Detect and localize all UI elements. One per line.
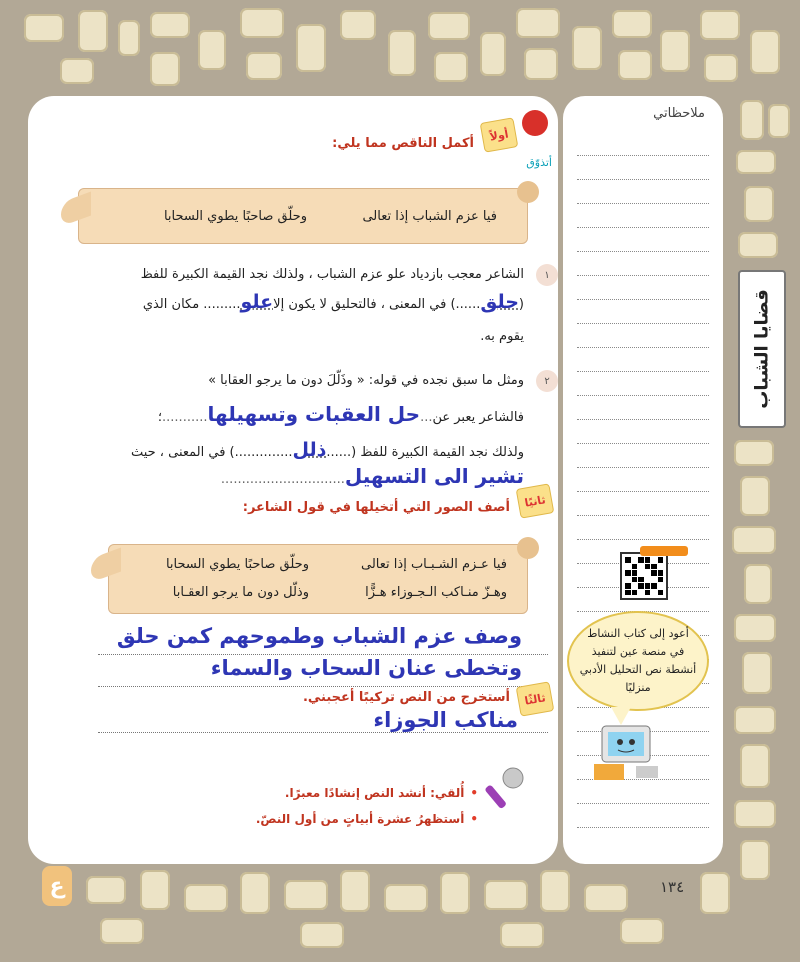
verse-2-l2: وذلّل دون ما يرجو العقـابا [172,585,309,600]
section-instruction-3: أستخرج من النص تركيبًا أعجبني. [302,690,510,705]
item-2-semicolon: ؛ [157,410,163,425]
section-instruction-1: أكمل الناقص مما يلي: [332,136,474,151]
computer-mascot-icon [590,722,662,782]
verse-2-r2: وهـزّ منـاكب الـجـوزاء هـزًّا [365,585,507,600]
section-tag-2: ثانيًا [516,483,555,518]
item-1-line-2 [143,290,524,317]
bullet-2-text: عشرة أبياتٍ من أول النصّ. [255,812,413,826]
answer-word-uluw: علو [240,291,274,313]
item-2-line-1: ومثل ما سبق نجده في قوله: « وذَلّلَ دون ما يرجو العقابا » [208,373,524,388]
bullet-2-label: أستظهرُ [416,812,465,826]
answer-solve-obstacles: حل العقبات وتسهيلها [207,402,421,426]
unit-title: قضايا الشباب [751,289,773,409]
answer-word-haliq: حلق [480,291,519,313]
microphone-icon [483,766,527,810]
item-1-line-1: الشاعر معجب بازدياد علو عزم الشباب ، ولذلك نجد القيمة الكبيرة للفظ [140,267,524,282]
verse-scroll-2 [108,544,528,614]
skill-label: أتذوّق [526,156,552,169]
item-2-pre: فالشاعر يعبر عن [432,410,524,425]
item-2-line-4: تشير الى التسهيل.............................. [220,464,524,488]
verse-1-right: فيا عزم الشباب إذا تعالى [362,209,497,224]
unit-title-strip [738,270,786,428]
publisher-logo: ع [42,866,72,906]
answer-indicates-ease: تشير الى التسهيل [344,464,524,488]
item-number-2: ٢ [536,370,558,392]
bullet-1-text: أنشد النص إنشادًا معبرًا. [284,786,426,800]
item-2-line3-end: ..............) في المعنى ، حيث [130,445,293,460]
item-1-end: ......... مكان الذي [142,297,241,312]
verse-1-left: وحلّق صاحبًا يطوي السحابا [163,209,307,224]
verse-scroll-1 [78,188,528,244]
activity-speech-bubble [567,611,709,711]
notes-title: ملاحظاتي [653,106,705,121]
apple-icon [522,110,548,136]
answer-favorite-phrase: مناكب الجوزاء [373,708,518,732]
item-2-line-2: فالشاعر يعبر عن...حل العقبات وتسهيلها...........؛ [157,402,524,426]
answer-word-dhallala: ذلل [292,439,327,461]
answer-description-line-2: وتخطى عنان السحاب والسماء [210,656,522,680]
item-2-line3-pre: ولذلك نجد القيمة الكبيرة للفظ (...... [326,445,524,460]
section-tag-1: أولاً [480,117,519,152]
section-instruction-2: أصف الصور التي أتخيلها في قول الشاعر: [242,500,510,515]
item-number-1: ١ [536,264,558,286]
page-number: ١٣٤ [660,878,685,896]
item-1-mid: ......) في المعنى ، فالتحليق لا يكون إلا [273,297,481,312]
main-content-panel [28,96,558,864]
item-1-open: ( [518,297,524,312]
answer-description-line-1: وصف عزم الشباب وطموحهم كمن حلق [116,624,522,648]
verse-2-r1: فيا عـزم الشـبـاب إذا تعالى [361,557,507,572]
qr-code-icon[interactable] [620,552,668,600]
bubble-text: أعود إلى كتاب النشاط في منصة عين لتنفيذ أنشطة نص التحليل الأدبي منزليًا [579,627,697,694]
pencil-icon [640,546,688,556]
bullet-1-label: أُلقي: [430,786,465,800]
section-tag-3: ثالثًا [516,681,555,716]
item-1-line-3: يقوم به. [480,329,524,344]
verse-2-l1: وحلّق صاحبًا يطوي السحابا [165,557,309,572]
item-2-line-3 [131,438,524,465]
bullet-1: •أُلقي: أنشد النص إنشادًا معبرًا. [284,786,478,800]
bullet-2: •أستظهرُ عشرة أبياتٍ من أول النصّ. [255,812,478,826]
